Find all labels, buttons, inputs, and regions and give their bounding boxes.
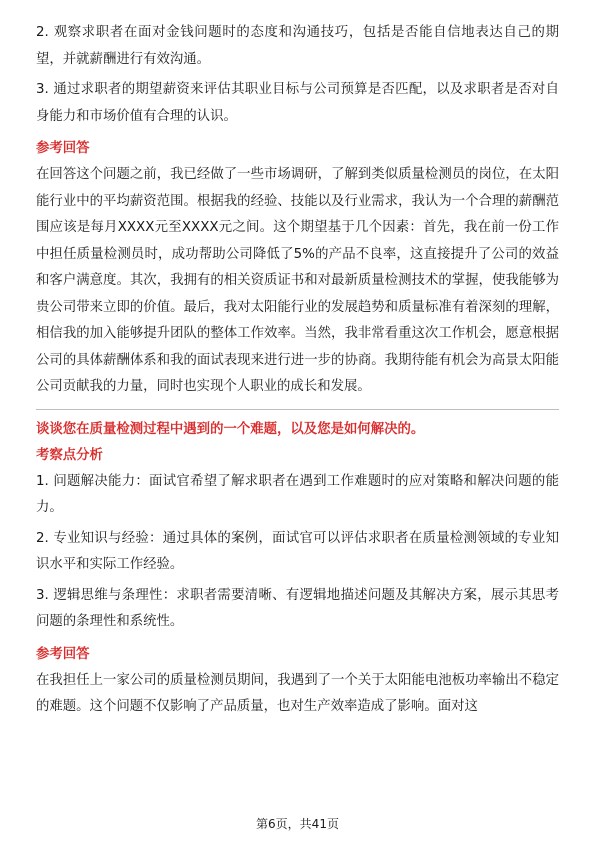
reference-answer-text-2: 在我担任上一家公司的质量检测员期间，我遇到了一个关于太阳能电池板功率输出不稳定的难题。这个问题不仅影响了产品质量，也对生产效率造成了影响。面对这 — [36, 672, 559, 714]
page-number: 第6页，共41页 — [256, 817, 339, 831]
reference-answer-heading: 参考回答 — [36, 141, 90, 156]
criteria-item-2: 2. 观察求职者在面对金钱问题时的态度和沟通技巧，包括是否能自信地表达自己的期望，并就薪酬进行有效沟通。 — [36, 25, 559, 67]
section-divider — [36, 409, 559, 410]
reference-answer-heading-2: 参考回答 — [36, 646, 90, 662]
analysis-heading: 考察点分析 — [36, 447, 103, 463]
analysis-item-2: 2. 专业知识与经验：通过具体的案例，面试官可以评估求职者在质量检测领域的专业知识水平和实际工作经验。 — [36, 530, 559, 572]
reference-answer-text: 在回答这个问题之前，我已经做了一些市场调研，了解到类似质量检测员的岗位，在太阳能行业中的平均薪资范围。根据我的经验、技能以及行业需求，我认为一个合理的薪酬范围应该是每月XXXX元至XXXX元之间。这个期望基于几个因素：首先，我在前一份工作中担任质量检测员时，成功帮助公司降低了5%的产品不良率，这直接提升了公司的效益和客户满意度。其次，我拥有的相关资质证书和对最新质量检测技术的掌握，使我能够为贵公司带来立即的价值。最后，我对太阳能行业的发展趋势和质量标准有着深刻的理解，相信我的加入能够提升团队的整体工作效率。当然，我非常看重这次工作机会，愿意根据公司的具体薪酬体系和我的面试表现来进行进一步的协商。我期待能有机会为高景太阳能公司贡献我的力量，同时也实现个人职业的成长和发展。 — [36, 167, 559, 394]
analysis-item-1: 1. 问题解决能力：面试官希望了解求职者在遇到工作难题时的应对策略和解决问题的能力。 — [36, 473, 559, 515]
analysis-item-3: 3. 逻辑思维与条理性：求职者需要清晰、有逻辑地描述问题及其解决方案，展示其思考问题的条理性和系统性。 — [36, 587, 559, 629]
interview-question: 谈谈您在质量检测过程中遇到的一个难题，以及您是如何解决的。 — [36, 421, 425, 437]
criteria-item-3: 3. 通过求职者的期望薪资来评估其职业目标与公司预算是否匹配，以及求职者是否对自身能力和市场价值有合理的认识。 — [36, 82, 559, 124]
document-page — [36, 20, 559, 721]
